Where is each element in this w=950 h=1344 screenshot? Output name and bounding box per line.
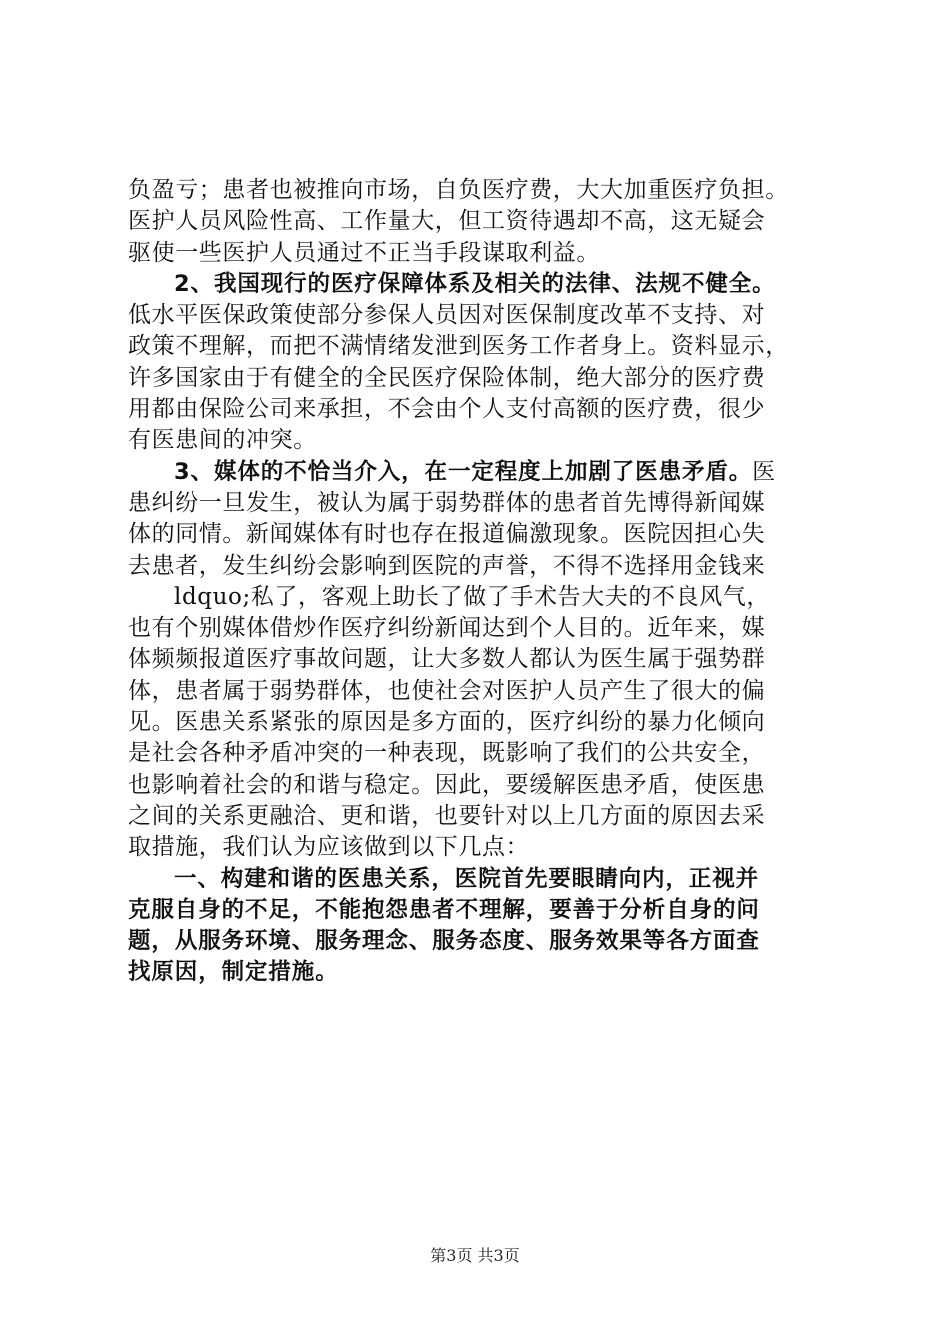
text-line-1: 负盈亏；患者也被推向市场，自负医疗费，大大加重医疗负担。: [128, 177, 789, 203]
section-heading-3: 3、媒体的不恰当介入，在一定程度上加剧了医患矛盾。: [174, 458, 753, 485]
section-3-continuation: 医: [752, 458, 776, 485]
text-line-8: 用都由保险公司来承担，不会由个人支付高额的医疗费，很少: [128, 396, 766, 423]
text-line-21: 之间的关系更融洽、更和谐，也要针对以上几方面的原因去采: [128, 802, 766, 829]
text-line-12: 体的同情。新闻媒体有时也存在报道偏激现象。医院因担心失: [128, 521, 766, 548]
text-line-11: 患纠纷一旦发生，被认为属于弱势群体的患者首先博得新闻媒: [128, 489, 766, 516]
page-number-label: 第3页 共3页: [430, 1246, 520, 1265]
section-heading-one: 一、构建和谐的医患关系，医院首先要眼睛向内，正视并: [174, 865, 760, 892]
bold-line-26: 找原因，制定措施。: [128, 959, 339, 986]
text-line-18: 见。医患关系紧张的原因是多方面的，医疗纠纷的暴力化倾向: [128, 709, 766, 736]
page-footer: [0, 1243, 950, 1266]
text-line-7: 许多国家由于有健全的全民医疗保险体制，绝大部分的医疗费: [128, 364, 766, 391]
text-line-14: ldquo;私了，客观上助长了做了手术告大夫的不良风气，: [174, 583, 771, 610]
text-line-16: 体频频报道医疗事故问题，让大多数人都认为医生属于强势群: [128, 646, 766, 673]
bold-line-24: 克服自身的不足，不能抱怨患者不理解，要善于分析自身的问: [128, 896, 760, 923]
text-line-5: 低水平医保政策使部分参保人员因对医保制度改革不支持、对: [128, 302, 766, 329]
text-line-20: 也影响着社会的和谐与稳定。因此，要缓解医患矛盾，使医患: [128, 771, 766, 798]
text-line-6: 政策不理解，而把不满情绪发泄到医务工作者身上。资料显示，: [128, 333, 789, 360]
section-heading-2: 2、我国现行的医疗保障体系及相关的法律、法规不健全。: [174, 270, 776, 297]
text-line-13: 去患者，发生纠纷会影响到医院的声誉，不得不选择用金钱来: [128, 552, 766, 579]
text-line-17: 体，患者属于弱势群体，也使社会对医护人员产生了很大的偏: [128, 677, 766, 704]
text-line-15: 也有个别媒体借炒作医疗纠纷新闻达到个人目的。近年来，媒: [128, 615, 766, 642]
document-body: [128, 175, 833, 989]
text-line-22: 取措施，我们认为应该做到以下几点：: [128, 834, 530, 861]
text-line-9: 有医患间的冲突。: [128, 427, 317, 454]
text-line-2: 医护人员风险性高、工作量大，但工资待遇却不高，这无疑会: [128, 208, 766, 235]
bold-line-25: 题，从服务环境、服务理念、服务态度、服务效果等各方面查: [128, 928, 760, 955]
section-heading-3-line: [128, 457, 833, 488]
text-line-19: 是社会各种矛盾冲突的一种表现，既影响了我们的公共安全，: [128, 740, 766, 767]
text-line-3: 驱使一些医护人员通过不正当手段谋取利益。: [128, 239, 600, 266]
